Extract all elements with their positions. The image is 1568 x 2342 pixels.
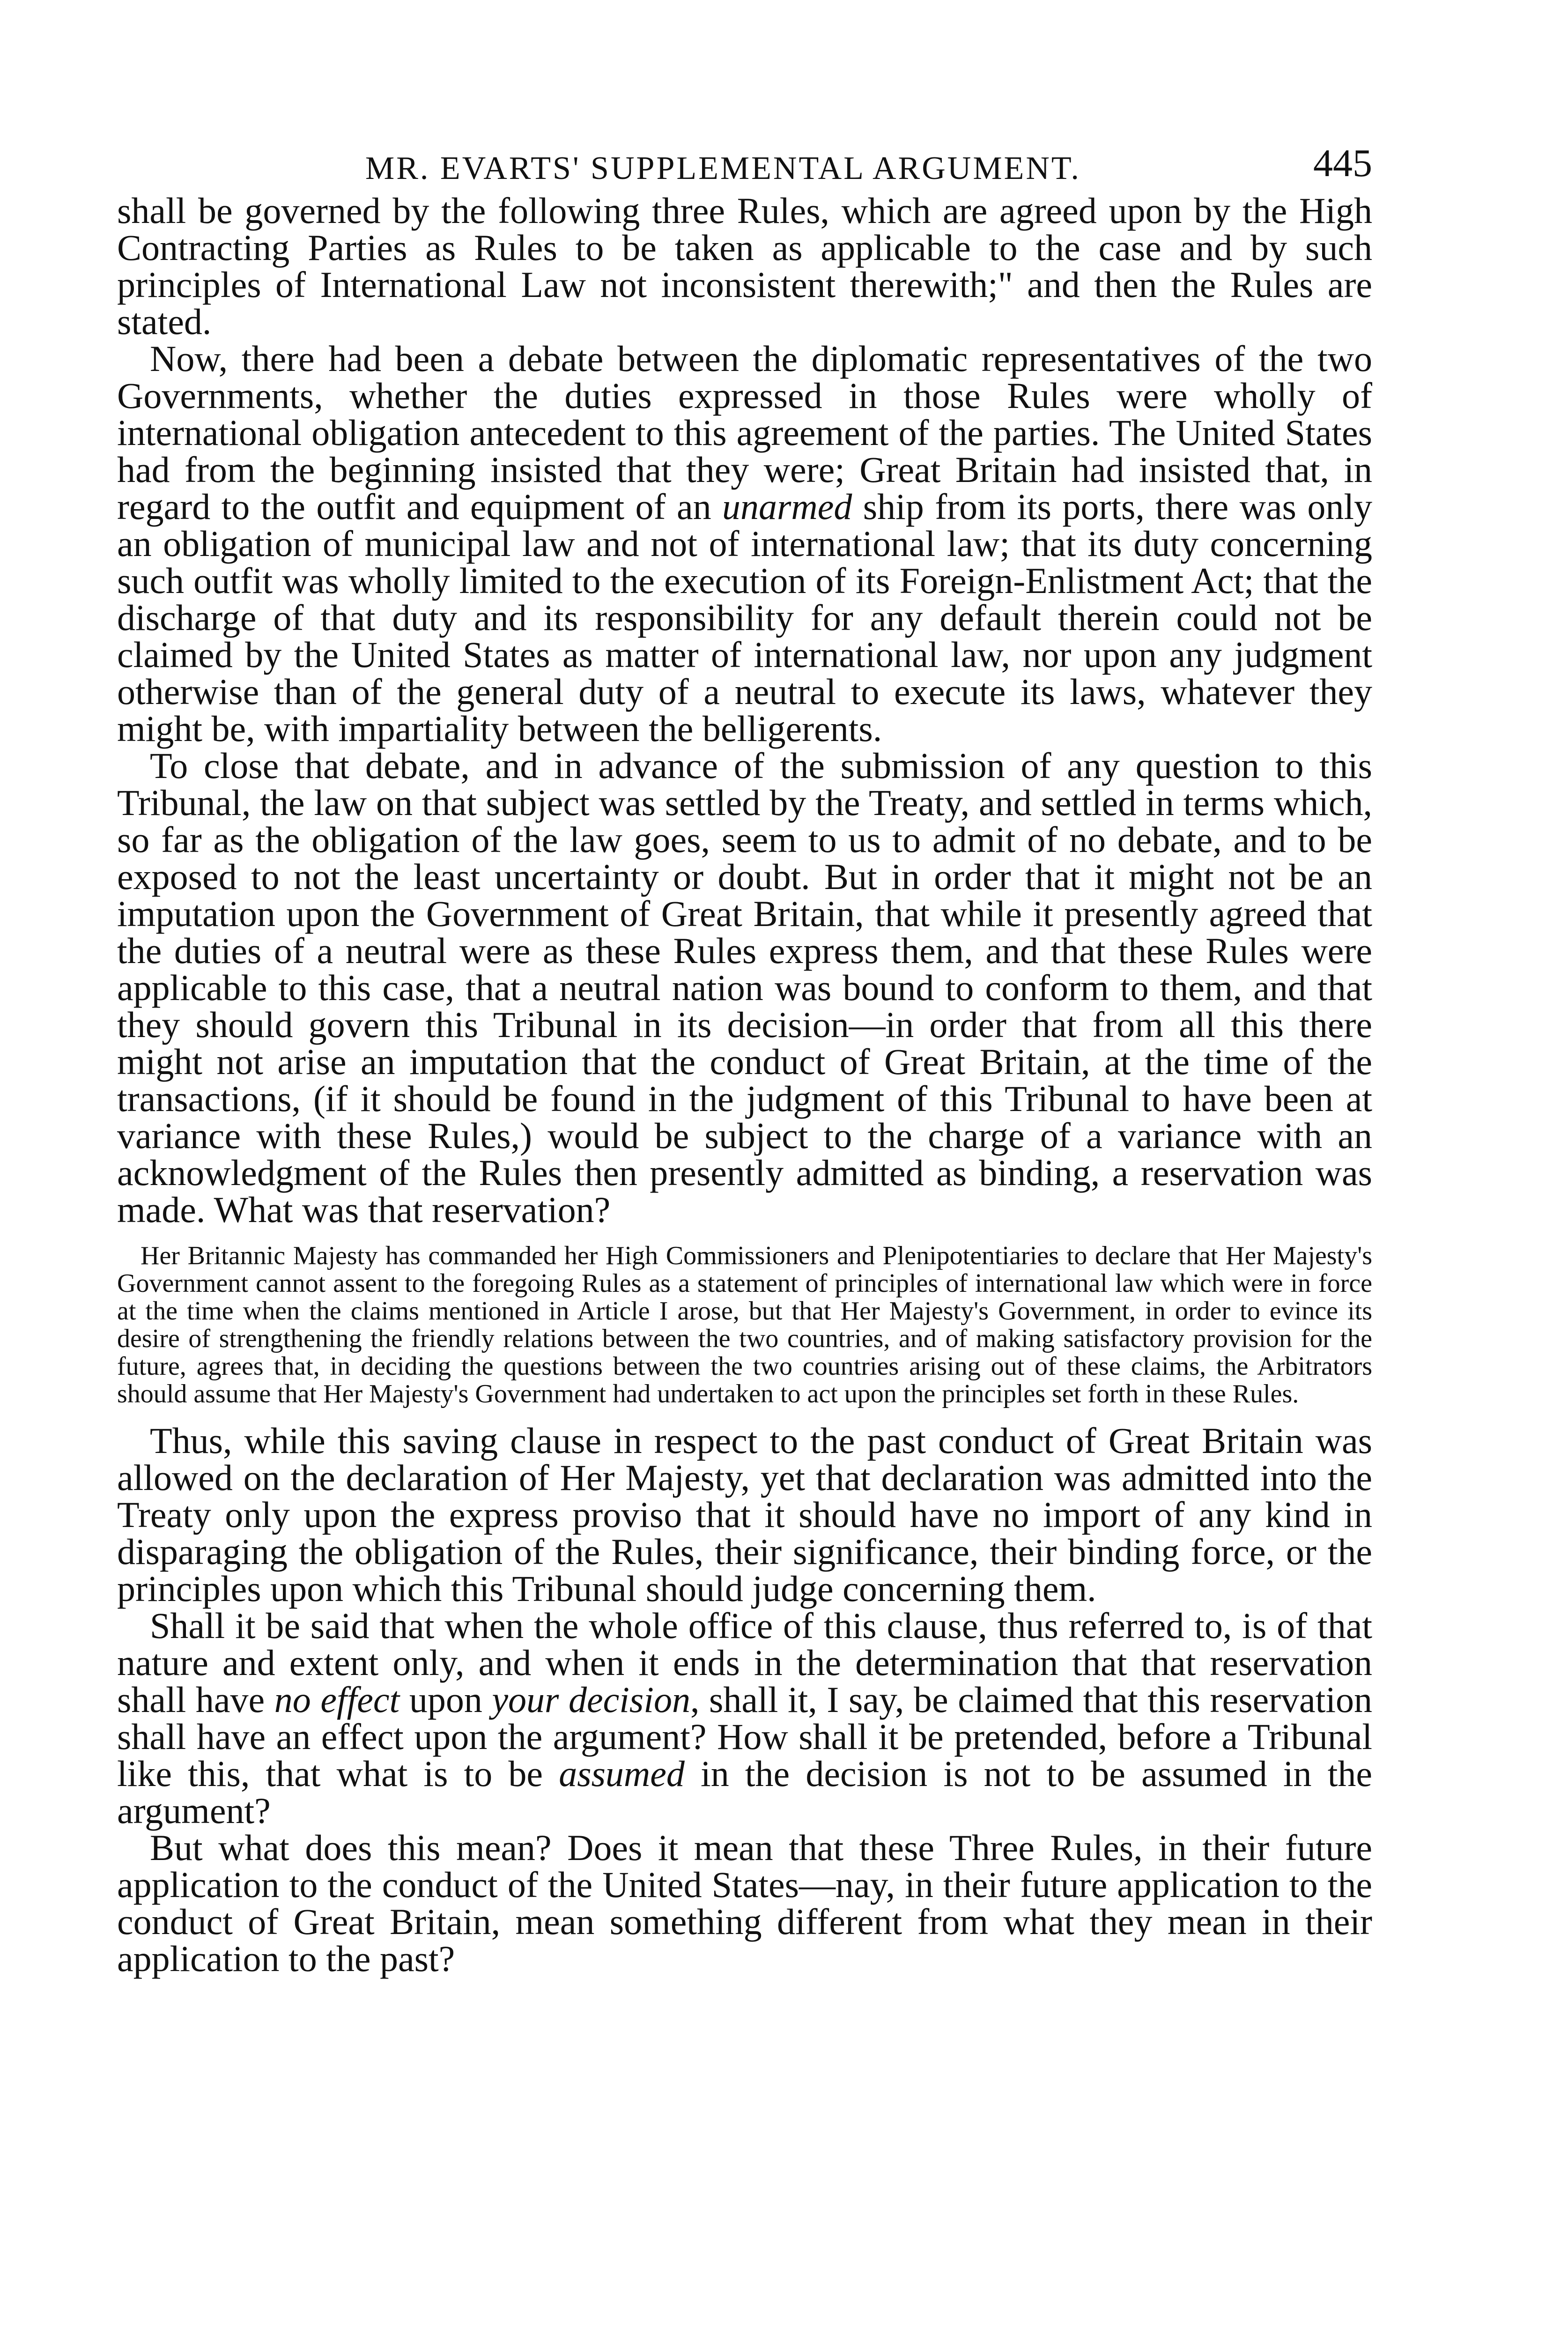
paragraph-saving-clause: Thus, while this saving clause in respect to the past conduct of Great Britain was allowed on the declaration of Her Majesty, yet that declaration was admitted into the Treaty only upon the express proviso that it should have no import of any kind in disparaging the obligation of the Rules, their significance, their binding force, or the principles upon which this Tribunal should judge concerning them. [117, 1420, 1372, 1609]
paragraph-debate-text-cont: ship from its ports, there was only an obligation of municipal law and not of international law; that its duty concerning such outfit was wholly limited to the execution of its Foreign-Enlistment Act; that the discharge of that duty and its responsibility for any default therein could not be claimed by the United States as matter of international law, nor upon any judgment otherwise than of the general duty of a neutral to execute its laws, whatever they might be, with impartiality between the belligerents. [117, 486, 1373, 749]
running-title: MR. EVARTS' SUPPLEMENTAL ARGUMENT. [365, 150, 1081, 186]
text-segment: upon [399, 1679, 492, 1720]
paragraph-debate-text: Now, there had been a debate between the diplomatic representatives of the two Governments, whether the duties expressed in those Rules were wholly of international obligation antecedent to this agreement of the parties. The United States had from the beginning insisted that they were; Great Britain had insisted that, in regard to the outfit and equipment of an [117, 338, 1372, 527]
text-segment: Shall it be said that when the whole office of this clause, thus referred to, is of that nature and extent only, and when it ends in the determination that that reservation shall have [117, 1605, 1372, 1720]
paragraph-debate [117, 340, 1372, 747]
text-segment: , shall it, I say, be claimed that this reservation shall have an effect upon the argument? How shall it be pretended, before a Tribunal like this, that what is to be [117, 1679, 1373, 1794]
emphasis-your-decision: your decision [492, 1679, 690, 1720]
page [117, 141, 1372, 1977]
emphasis-assumed: assumed [559, 1753, 685, 1794]
page-number: 445 [1313, 141, 1372, 185]
paragraph-close-debate: To close that debate, and in advance of the submission of any question to this Tribunal, the law on that subject was settled by the Treaty, and settled in terms which, so far as the obligation of the law goes, seem to us to admit of no debate, and to be exposed to not the least uncertainty or doubt. But in order that it might not be an imputation upon the Government of Great Britain, that while it presently agreed that the duties of a neutral were as these Rules express them, and that these Rules were applicable to this case, that a neutral nation was bound to conform to them, and that they should govern this Tribunal in its decision—in order that from all this there might not arise an imputation that the conduct of Great Britain, at the time of the transactions, (if it should be found in the judgment of this Tribunal to have been at variance with these Rules,) would be subject to the charge of a variance with an acknowledgment of the Rules then presently admitted as binding, a reservation was made. What was that reservation? [117, 745, 1372, 1230]
paragraph-shall-it-be-said [117, 1607, 1372, 1829]
paragraph-continued: shall be governed by the following three Rules, which are agreed upon by the High Contracting Parties as Rules to be taken as applicable to the case and by such principles of International Law not inconsistent therewith;" and then the Rules are stated. [117, 190, 1372, 342]
emphasis-unarmed: unarmed [722, 486, 852, 527]
body-text [117, 192, 1372, 1977]
paragraph-what-does-this-mean: But what does this mean? Does it mean that these Three Rules, in their future application to the conduct of the United States—nay, in their future application to the conduct of Great Britain, mean something different from what they mean in their application to the past? [117, 1827, 1372, 1979]
emphasis-no-effect: no effect [274, 1679, 400, 1720]
block-quote: Her Britannic Majesty has commanded her High Commissioners and Plenipotentiaries to declare that Her Majesty's Government cannot assent to the foregoing Rules as a statement of principles of international law which were in force at the time when the claims mentioned in Article I arose, but that Her Majesty's Government, in order to evince its desire of strengthening the friendly relations between the two countries, and of making satisfactory provision for the future, agrees that, in deciding the questions between the two countries arising out of these claims, the Arbitrators should assume that Her Majesty's Government had undertaken to act upon the principles set forth in these Rules. [117, 1241, 1372, 1408]
running-head [117, 141, 1372, 192]
text-segment: in the decision is not to be assumed in the argument? [117, 1753, 1373, 1831]
